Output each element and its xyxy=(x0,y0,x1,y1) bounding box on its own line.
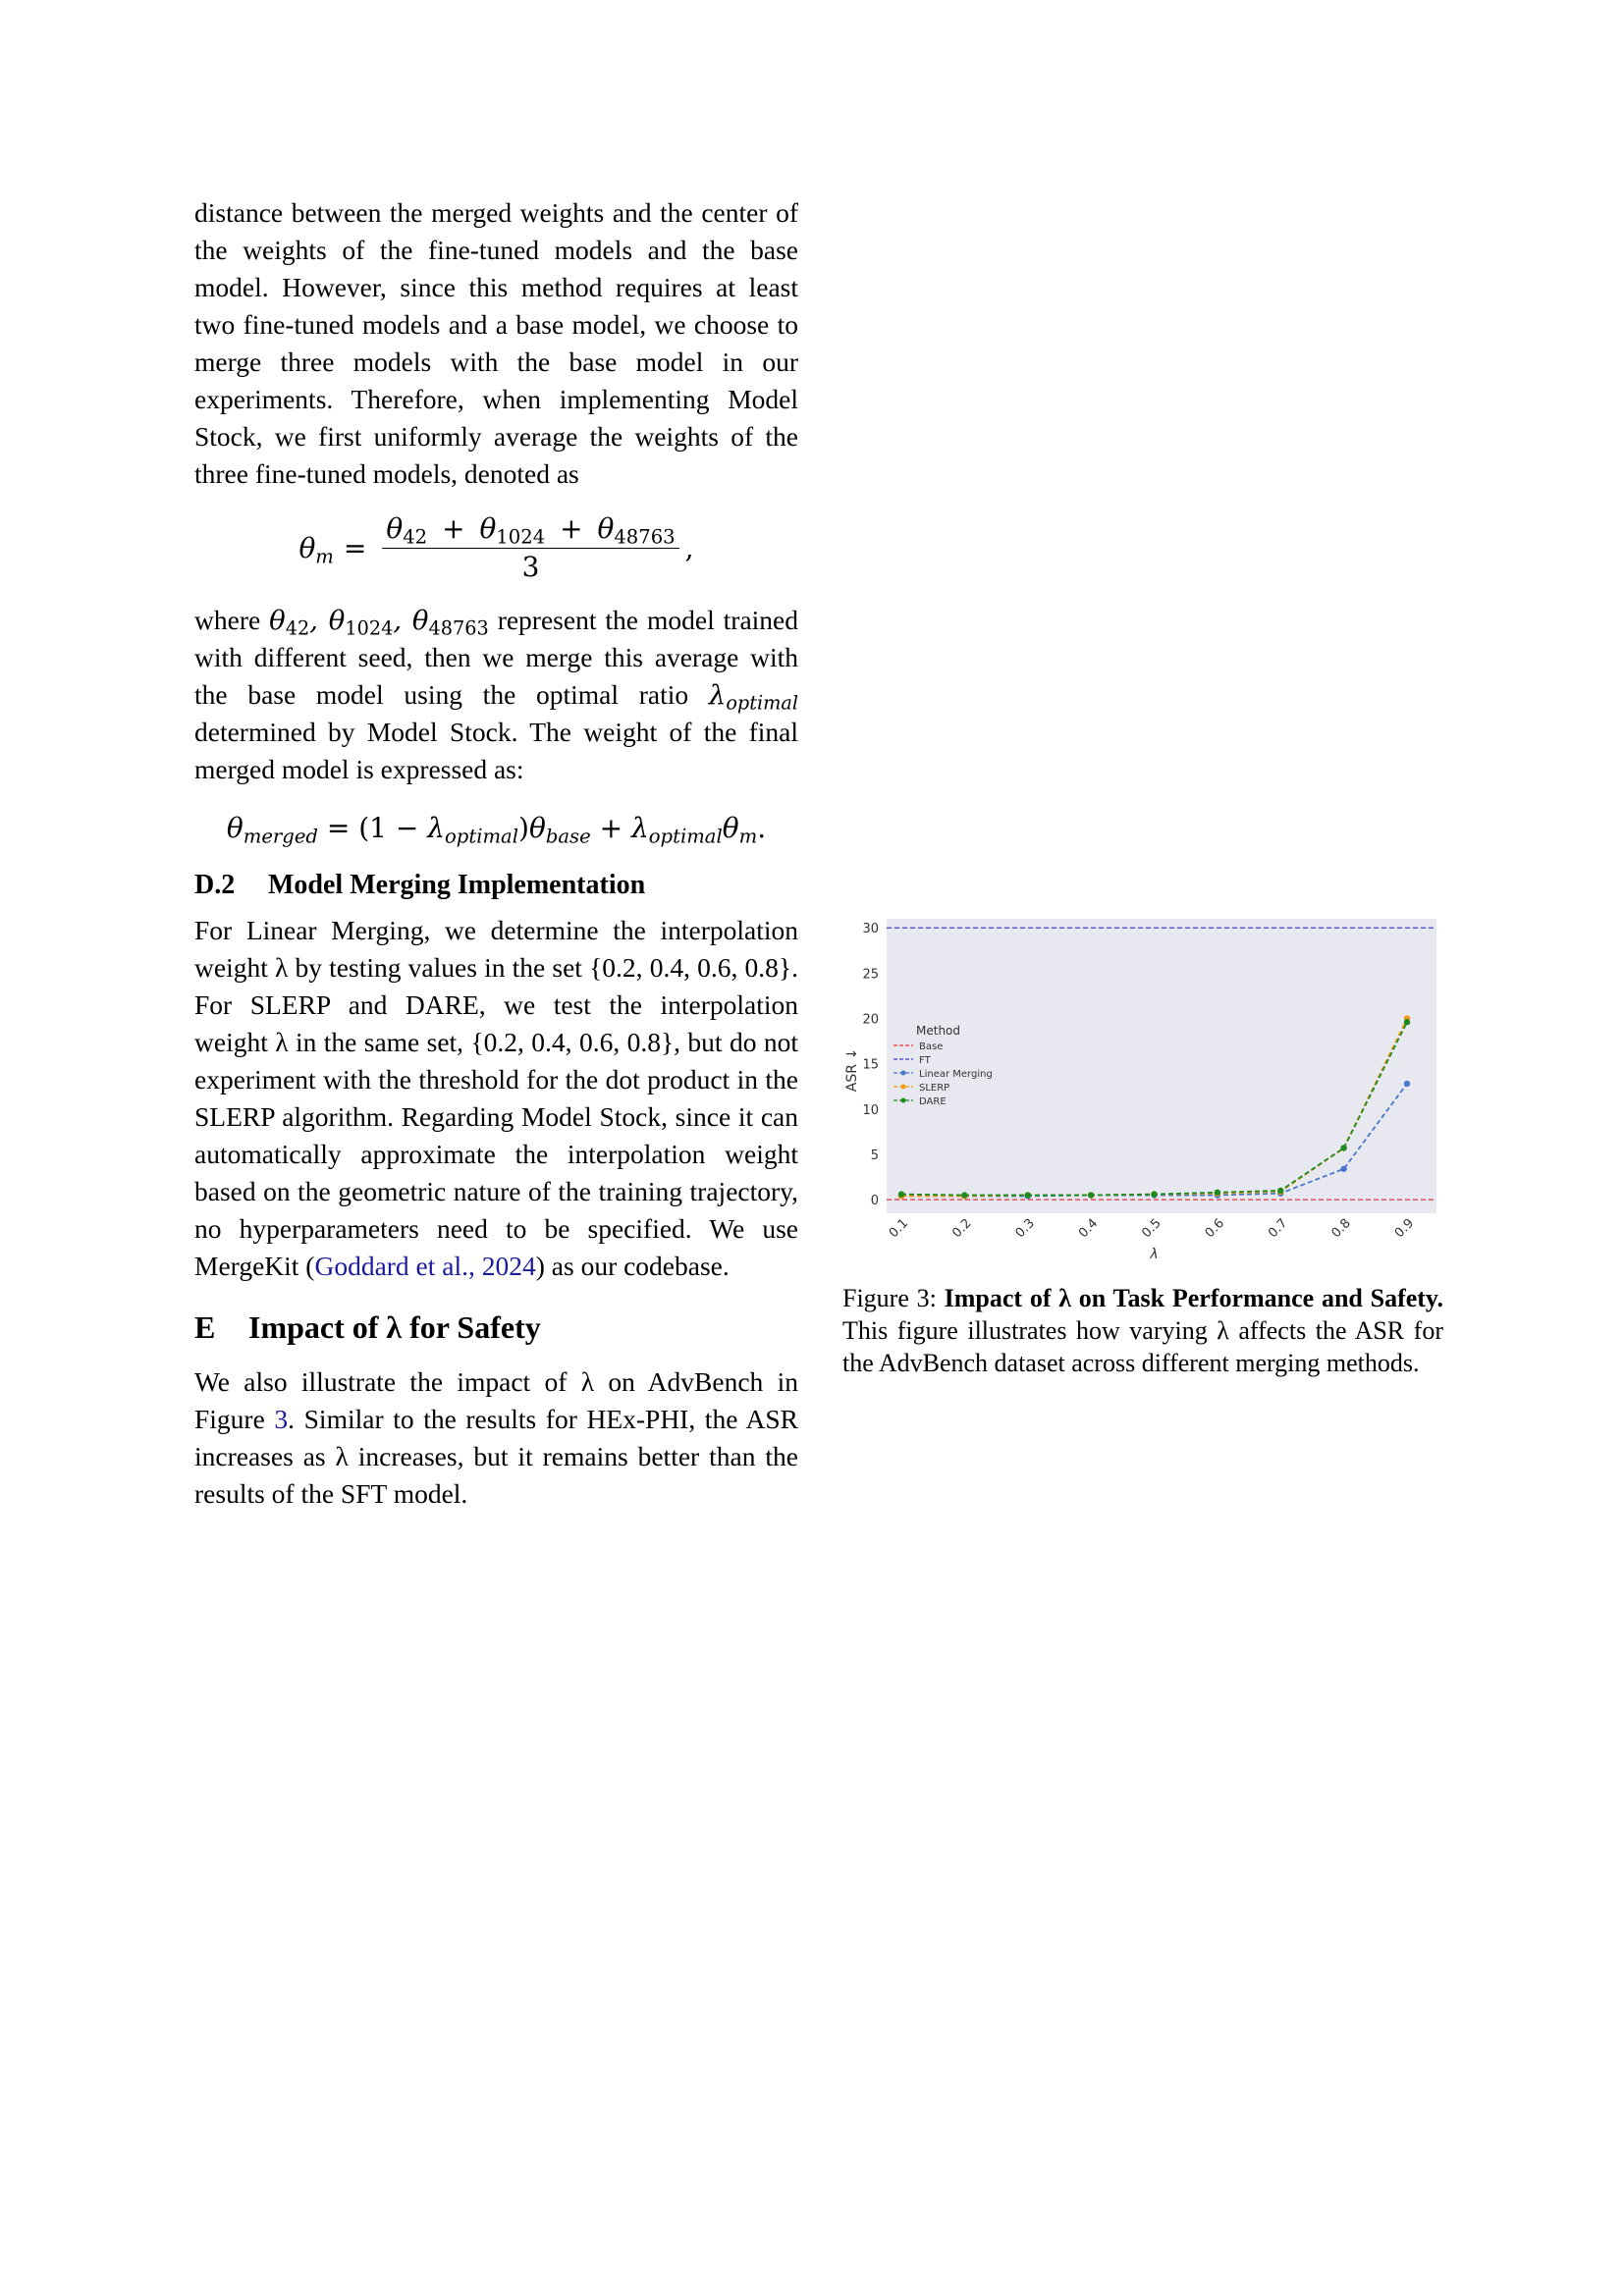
legend-entry: Linear Merging xyxy=(919,1069,993,1080)
data-point-dare xyxy=(1088,1192,1094,1198)
x-tick-label: 0.2 xyxy=(949,1215,975,1242)
left-column xyxy=(194,194,798,1513)
eq1-comma: , xyxy=(684,531,694,564)
data-point-dare xyxy=(961,1192,967,1198)
citation-goddard[interactable]: Goddard et al., 2024 xyxy=(314,1251,536,1281)
x-axis xyxy=(887,1216,1417,1241)
eq1-lhs: $\theta_m$ xyxy=(298,531,334,567)
legend-entry: FT xyxy=(919,1055,931,1066)
legend-marker xyxy=(901,1071,906,1076)
y-tick-label: 15 xyxy=(862,1057,879,1073)
paragraph-merging-implementation: For Linear Merging, we determine the interpolation weight λ by testing values in the set {0.2, 0.4, 0.6, 0.8}. For SLERP and DARE, we test the interpolation weight λ in the same set, {0.2, 0.4, 0.6, 0.8}, but do not experiment with the threshold for the dot product in the SLERP algorithm. Regarding Model Stock, since it can automatically approximate the interpolation weight based on the geometric nature of the training trajectory, no hyperparameters need to be specified. We use MergeKit (Goddard et al., 2024) as our codebase. xyxy=(194,915,798,1281)
x-tick-label: 0.9 xyxy=(1391,1215,1418,1242)
data-point-dare xyxy=(898,1191,904,1197)
data-point-linear-merging xyxy=(1404,1081,1410,1087)
x-tick-label: 0.1 xyxy=(886,1215,912,1242)
x-axis-label: λ xyxy=(1150,1247,1159,1262)
x-tick-label: 0.5 xyxy=(1139,1215,1164,1242)
figure-3-reference[interactable]: 3 xyxy=(274,1404,289,1434)
data-point-dare xyxy=(1151,1191,1157,1197)
y-axis-label: ASR ↓ xyxy=(844,1047,860,1093)
data-point-dare xyxy=(1404,1019,1410,1025)
y-tick-label: 30 xyxy=(862,922,879,937)
legend-marker xyxy=(901,1085,906,1090)
x-tick-label: 0.4 xyxy=(1076,1215,1102,1242)
legend-entry: Base xyxy=(919,1041,944,1052)
y-tick-label: 10 xyxy=(862,1102,879,1118)
eq1-equals: = xyxy=(343,531,367,564)
legend-entry: SLERP xyxy=(919,1083,950,1094)
paragraph-safety-impact: We also illustrate the impact of λ on AdvBench in Figure 3. Similar to the results for HEx-PHI, the ASR increases as λ increases, but it remains better than the results of the SFT model. xyxy=(194,1366,798,1509)
paragraph-model-stock-intro: distance between the merged weights and the center of the weights of the fine-tuned models and the base model. However, since this method requires at least two fine-tuned models and a base model, we choose to merge three models with the base model in our experiments. Therefore, when implementing Model Stock, we first uniformly average the weights of the three fine-tuned models, denoted as xyxy=(194,197,798,489)
caption-text: This figure illustrates how varying λ affects the ASR for the AdvBench dataset across different merging methods. xyxy=(842,1316,1443,1377)
y-tick-label: 0 xyxy=(870,1194,879,1209)
legend-marker xyxy=(901,1098,906,1103)
y-tick-label: 20 xyxy=(862,1012,879,1028)
data-point-linear-merging xyxy=(1340,1166,1346,1172)
caption-label: Figure 3: xyxy=(842,1284,937,1312)
data-point-dare xyxy=(1215,1190,1220,1196)
data-point-dare xyxy=(1340,1145,1346,1150)
figure-3-caption xyxy=(842,1282,1443,1379)
data-point-dare xyxy=(1277,1188,1283,1194)
y-tick-label: 5 xyxy=(870,1148,879,1163)
eq1-fraction: $\frac{\theta_{42} + \theta_{1024} + \theta_{48763}}{3}$ xyxy=(382,512,678,584)
x-tick-label: 0.7 xyxy=(1266,1215,1291,1242)
y-axis xyxy=(862,922,879,1208)
data-point-dare xyxy=(1025,1192,1031,1198)
seed-symbols: $\theta_{42}$, $\theta_{1024}$, $\theta_{48763}$ xyxy=(269,605,489,640)
section-e-heading: E Impact of λ for Safety xyxy=(194,1309,541,1345)
legend-title: Method xyxy=(916,1024,961,1038)
figure-3-chart xyxy=(842,913,1441,1266)
caption-title: Impact of λ on Task Performance and Safety. xyxy=(944,1284,1443,1312)
section-d2-heading: D.2 Model Merging Implementation xyxy=(194,870,646,900)
x-tick-label: 0.6 xyxy=(1202,1215,1228,1242)
equation-theta-merged: $\theta_{merged} = (1 - \lambda_{optimal})\theta_{base} + \lambda_{optimal}\theta_m$. xyxy=(226,812,767,848)
y-tick-label: 25 xyxy=(862,967,879,983)
x-tick-label: 0.3 xyxy=(1012,1215,1038,1242)
legend-entry: DARE xyxy=(919,1096,947,1107)
paragraph-where: where $\theta_{42}$, $\theta_{1024}$, $\theta_{48763}$ represent the model trained with different seed, then we merge this average with the base model using the optimal ratio $\lambda_{optimal}$ determined by Model Stock. The weight of the final merged model is expressed as: xyxy=(194,605,799,784)
x-tick-label: 0.8 xyxy=(1328,1215,1354,1242)
equation-theta-m xyxy=(194,512,798,584)
plot-background xyxy=(887,919,1436,1213)
